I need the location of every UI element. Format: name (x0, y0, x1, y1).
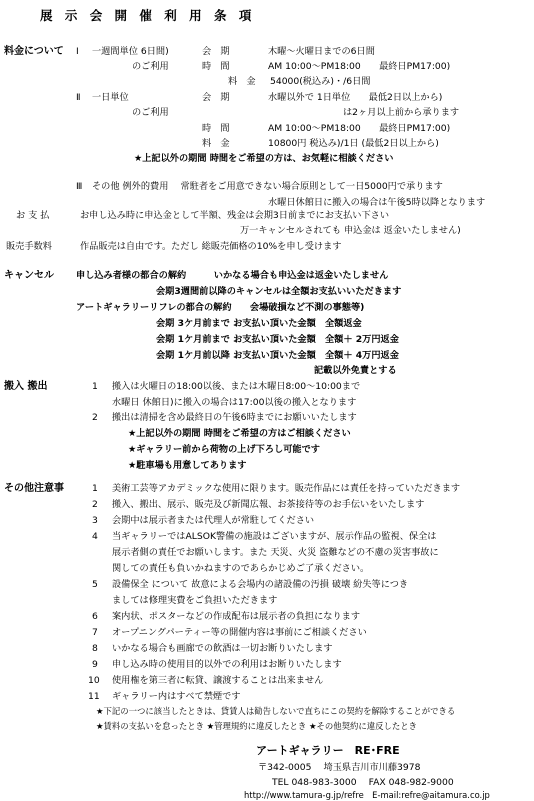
commission-text: 作品販売は自由です。ただし 総販売価格の10%を申し受けます (80, 241, 342, 252)
fees-ii-ryokin-label: 料 金 (202, 138, 230, 149)
fees-ii-period2: は2ヶ月以上前から承ります (343, 107, 460, 118)
cancel-line3: アートギャラリーリフレの都合の解約 会場破損など不測の事態等) (76, 302, 365, 313)
notes-item-number: 6 (92, 611, 98, 622)
fees-i-number: Ⅰ (76, 46, 79, 57)
fees-iii-number: Ⅲ (76, 181, 83, 192)
moving-line1: 搬入は火曜日の18:00以後、または木曜日8:00～10:00まで (112, 381, 361, 392)
notes-item-text: 会期中は展示者または代理人が常駐してください (112, 515, 315, 526)
notes-item-number: 10 (88, 675, 100, 686)
cancel-row: 会期 1ケ月前以降 お支払い頂いた金額 全額＋ 4万円返金 (156, 350, 399, 361)
cancel-line2: 会期3週間前以降のキャンセルは全額お支払いいただきます (156, 286, 402, 297)
notes-item-number: 4 (92, 531, 98, 542)
fees-ii-jikan-label: 時 間 (202, 123, 230, 134)
notes-item-text: 展示者側の責任でお願いします。また 天災、火災 盗難などの不慮の災害事故に (112, 547, 439, 558)
payment-line1: お申し込み時に申込金として半額、残金は会期3日前までにお支払い下さい (80, 210, 390, 221)
moving-item-number: 2 (92, 412, 98, 423)
notes-star1: ★下記の一つに該当したときは、貸賃人は勧告しないで直ちにこの契約を解除することができる (96, 706, 456, 716)
notes-item-number: 8 (92, 643, 98, 654)
payment-line2: 万一キャンセルされても 申込金は 返金いたしません) (240, 225, 461, 236)
fees-i-usage: のご利用 (132, 61, 169, 72)
notes-item-number: 2 (92, 499, 98, 510)
fees-section-label: 料金について (4, 46, 64, 57)
cancel-section-label: キャンセル (4, 270, 54, 281)
fees-ii-number: Ⅱ (76, 92, 81, 103)
fees-ii-price: 10800円 税込み)/1日 (最低2日以上から) (268, 138, 439, 149)
notes-item-text: 当ギャラリーではALSOK警備の施設はございますが、展示作品の監視、保全は (112, 531, 437, 542)
notes-item-number: 3 (92, 515, 98, 526)
moving-item-number: 1 (92, 381, 98, 392)
notes-item-text: ギャラリー内はすべて禁煙です (112, 691, 241, 702)
notes-item-text: 搬入、搬出、展示、販売及び新聞広報、お茶接待等のお手伝いをいたします (112, 499, 425, 510)
fees-i-hours: AM 10:00～PM18:00 最終日PM17:00) (268, 61, 451, 72)
footer-web-link[interactable]: http://www.tamura-g.jp/refre E-mail:refre@aitamura.co.jp (244, 790, 490, 800)
footer-address: 〒342-0005 埼玉県吉川市川藤3978 (258, 762, 421, 773)
fees-i-name: 一週間単位 6日間) (92, 46, 169, 57)
notes-item-text: オープニングパーティー等の開催内容は事前にご相談ください (112, 627, 367, 638)
fees-ii-usage: のご利用 (132, 107, 169, 118)
fees-ii-hours: AM 10:00～PM18:00 最終日PM17:00) (268, 123, 451, 134)
footer-brand: アートギャラリー RE･FRE (256, 744, 400, 757)
fees-ii-period: 水曜以外で 1日単位 最低2日以上から) (268, 92, 443, 103)
fees-i-price: 54000(税込み)・/6日間 (270, 76, 371, 87)
fees-iii-text: その他 例外的費用 常駐者をご用意できない場合原則として一日5000円で承ります (92, 181, 443, 192)
fees-i-kaiki-label: 会 期 (202, 46, 230, 57)
notes-item-number: 5 (92, 579, 98, 590)
fees-i-ryokin-label: 料 金 (228, 76, 256, 87)
notes-item-number: 7 (92, 627, 98, 638)
footer-phone: TEL 048-983-3000 FAX 048-982-9000 (272, 777, 454, 788)
notes-item-text: 申し込み時の使用目的以外での利用はお断りいたします (112, 659, 342, 670)
notes-item-text: 設備保全 について 故意による会場内の諸設備の汚損 破壊 紛失等につき (112, 579, 409, 590)
notes-item-text: 美術工芸等アカデミックな使用に限ります。販売作品には責任を持っていただきます (112, 483, 461, 494)
commission-label: 販売手数料 (6, 241, 52, 252)
payment-label: お 支 払 (16, 210, 50, 221)
moving-star3: ★駐車場も用意してあります (128, 460, 247, 471)
cancel-row: 会期 1ケ月前まで お支払い頂いた金額 全額＋ 2万円返金 (156, 334, 399, 345)
fees-i-jikan-label: 時 間 (202, 61, 230, 72)
notes-item-text: 関しての責任も負いかねますのであらかじめご了承ください。 (112, 563, 370, 574)
page-title: 展 示 会 開 催 利 用 条 項 (40, 8, 256, 23)
moving-section-label: 搬入 搬出 (4, 381, 48, 392)
cancel-row: 会期 3ケ月前まで お支払い頂いた金額 全額返金 (156, 318, 362, 329)
fees-ii-kaiki-label: 会 期 (202, 92, 230, 103)
notes-item-number: 9 (92, 659, 98, 670)
notes-item-text: 案内状、ポスターなどの作成配布は展示者の負担になります (112, 611, 361, 622)
moving-star2: ★ギャラリー前から荷物の上げ下ろし可能です (128, 444, 320, 455)
moving-line1b: 水曜日 休館日)に搬入の場合は17:00以後の搬入となります (112, 397, 357, 408)
fees-i-period: 木曜～火曜日までの6日間 (268, 46, 375, 57)
notes-item-number: 1 (92, 483, 98, 494)
notes-item-text: 使用権を第三者に転貸、譲渡することは出来ません (112, 675, 324, 686)
notes-star2: ★賃料の支払いを怠ったとき ★管理規約に違反したとき ★その他契約に違反したとき (96, 721, 417, 731)
fees-ii-name: 一日単位 (92, 92, 129, 103)
notes-section-label: その他注意事 (4, 483, 64, 494)
notes-item-text: ましては修理実費をご負担いただきます (112, 595, 278, 606)
notes-item-text: いかなる場合も画廊での飲酒は一切お断りいたします (112, 643, 333, 654)
moving-star1: ★上記以外の期間 時間をご希望の方はご相談ください (128, 428, 351, 439)
cancel-line1: 申し込み者様の都合の解約 いかなる場合も申込金は返金いたしません (76, 270, 389, 281)
notes-item-number: 11 (88, 691, 100, 702)
moving-line2: 搬出は清掃を含め最終日の午後6時までにお願いいたします (112, 412, 357, 423)
fees-note: ★上記以外の期間 時間をご希望の方は、お気軽に相談ください (134, 153, 394, 164)
fees-iii-text2: 水曜日休館日に搬入の場合は午後5時以降となります (268, 197, 486, 208)
cancel-line-end: 記載以外免責とする (314, 365, 397, 376)
